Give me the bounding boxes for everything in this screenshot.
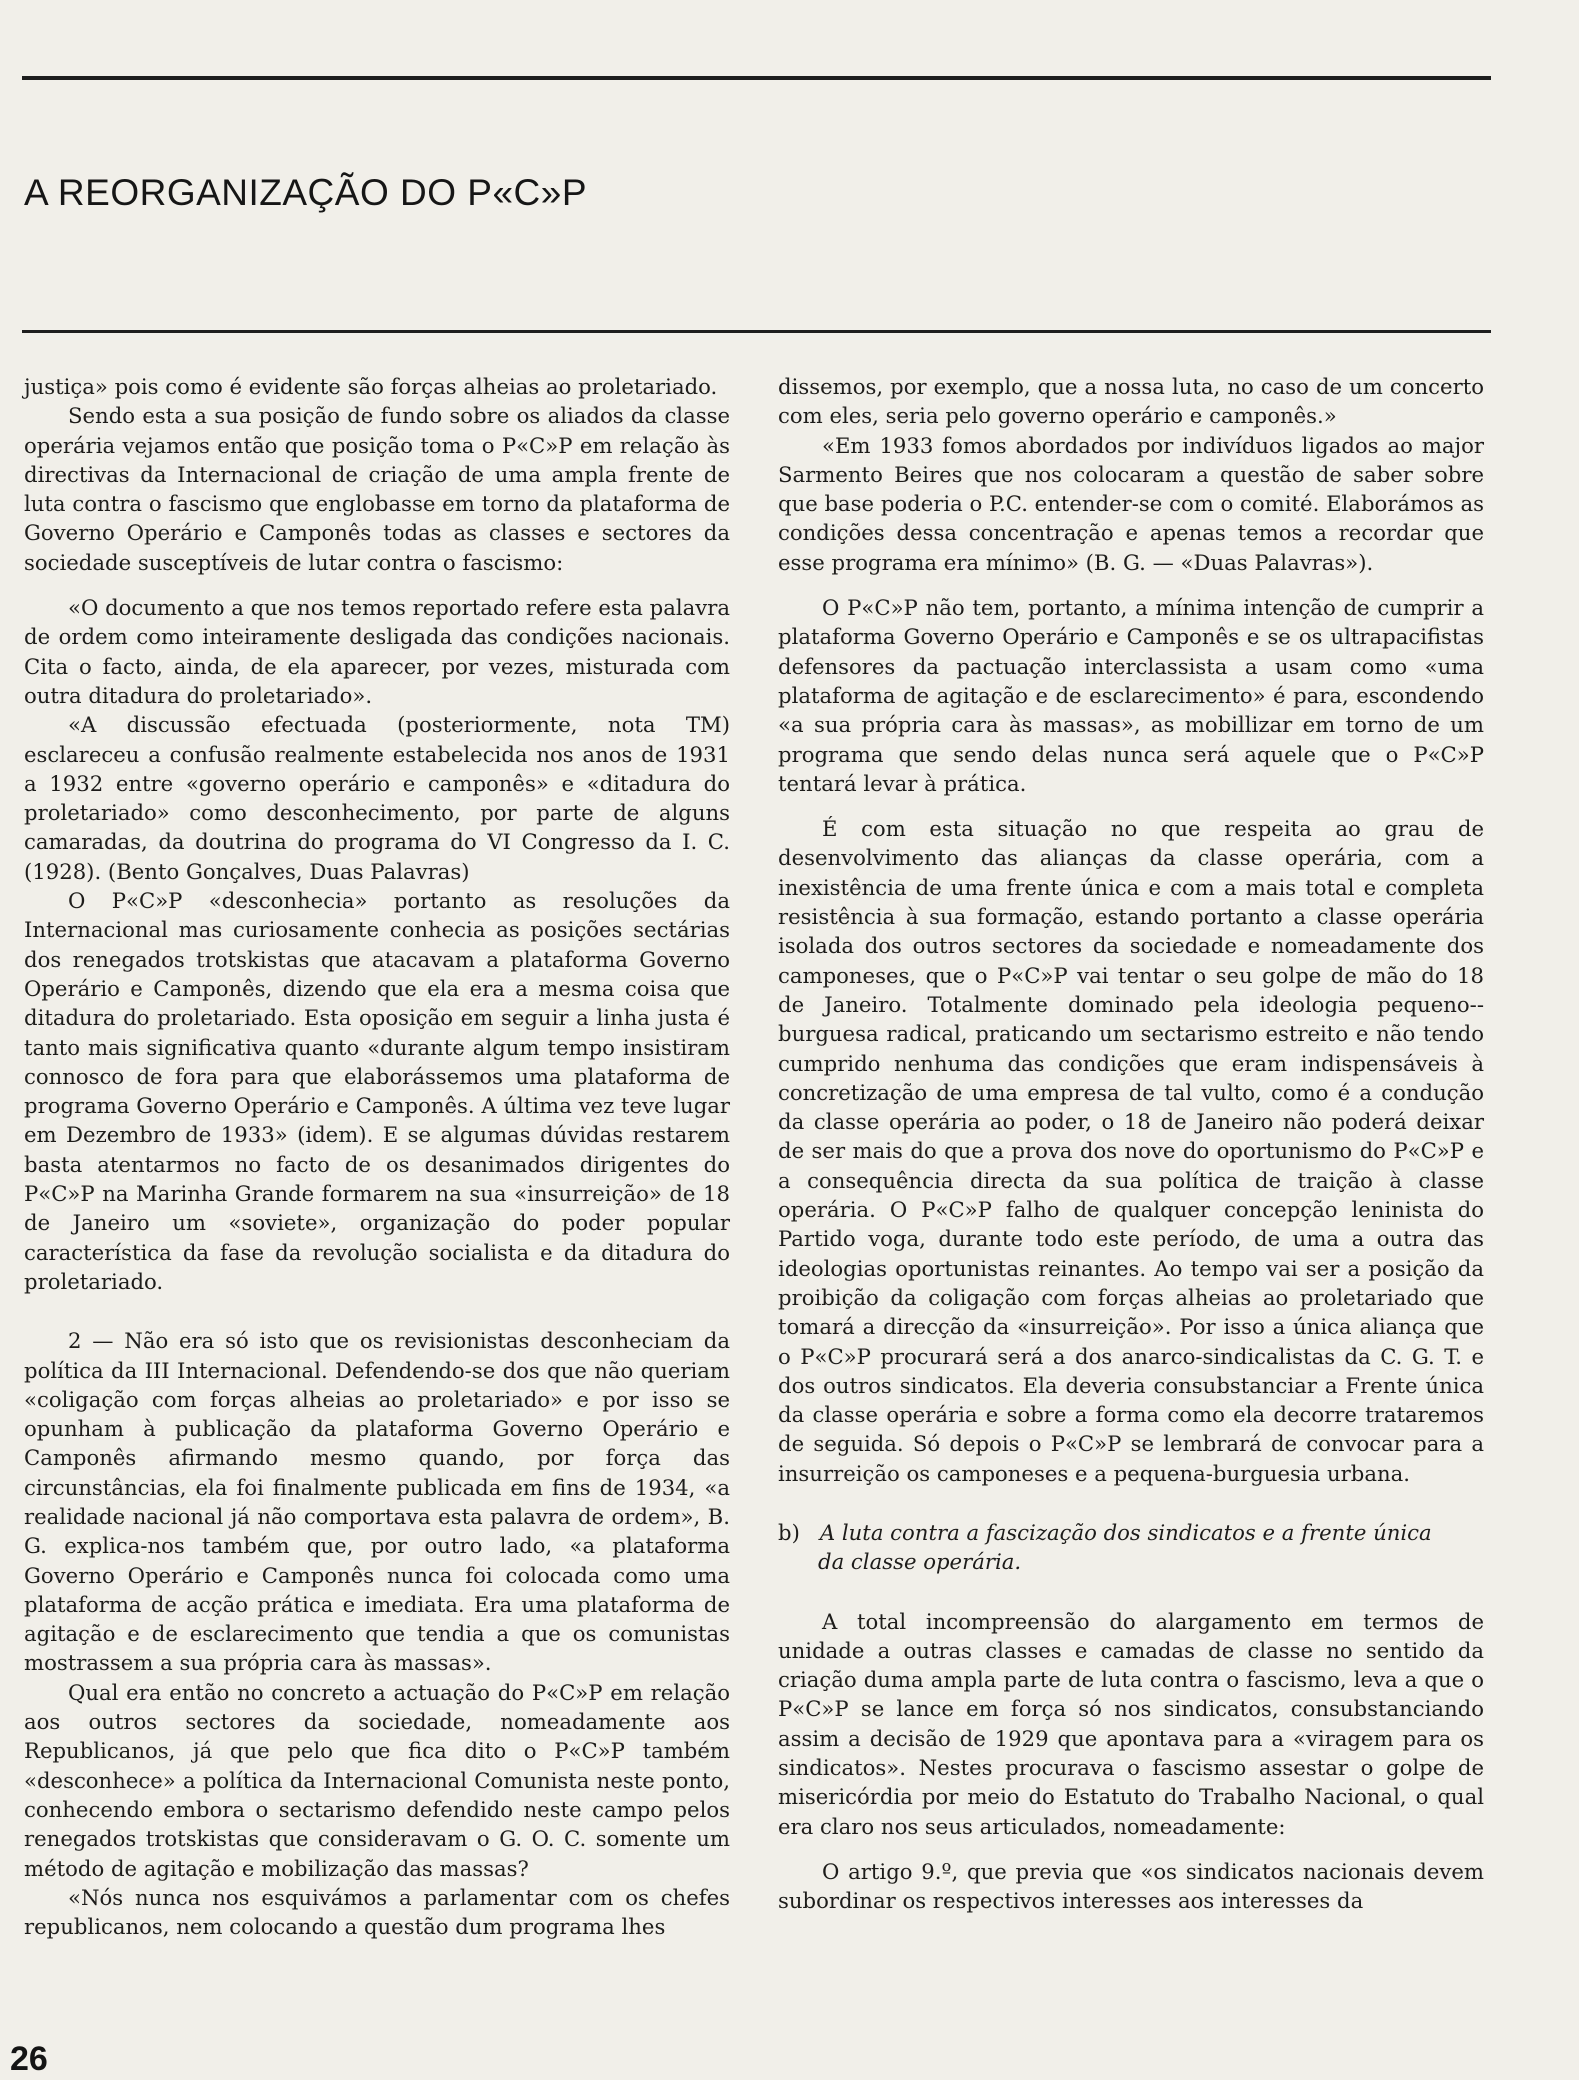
article-title: A REORGANIZAÇÃO DO P«C»P (24, 172, 588, 213)
quote-paragraph: «A discussão efectuada (posteriormente, nota TM) esclareceu a confusão realmente estabelecida nos anos de 1931 a 1932 entre «governo operário e camponês» e «ditadura do proletariado» como desconhecimento, por parte de alguns camaradas, da doutrina do programa do VI Congresso da I. C. (1928). (Bento Gonçalves, Duas Palavras) (24, 712, 730, 884)
paragraph: O P«C»P «desconhecia» portanto as resoluções da Internacional mas curiosamente conhecia as posições sectárias dos renegados trotskistas que atacavam a plataforma Governo Operário e Camponês, dizendo que ela era a mesma coisa que ditadura do proletariado. Esta oposição em seguir a linha justa é tanto mais significativa quanto «durante algum tempo insistiram connosco de fora para que elaborássemos uma plataforma de programa Governo Operário e Camponês. A última vez teve lugar em Dezembro de 1933» (idem). E se algumas dúvidas restarem basta atentarmos no facto de os desanimados dirigentes do P«C»P na Marinha Grande formarem na sua «insurreição» de 18 de Janeiro um «soviete», organização do poder popular característica da fase da revolução socialista e da ditadura do proletariado. (24, 888, 731, 1294)
paragraph: O artigo 9.º, que previa que «os sindicatos nacionais devem subordinar os respectivos interesses aos interesses da (778, 1858, 1484, 1914)
paragraph: Sendo esta a sua posição de fundo sobre os aliados da classe operária vejamos então que posição toma o P«C»P em relação às directivas da Internacional de criação de uma ampla frente de luta contra o fascismo que englobasse em torno da plataforma de Governo Operário e Camponês todas as classes e sectores da sociedade susceptíveis de lutar contra o fascismo: (24, 403, 730, 575)
quote-paragraph: «Nós nunca nos esquivámos a parlamentar com os chefes republicanos, nem colocando a questão dum programa lhes (24, 1884, 730, 1940)
paragraph: justiça» pois como é evidente são forças alheias ao proletariado. (24, 374, 718, 399)
left-column (24, 372, 730, 1941)
subheading-text-cont: da classe operária. (818, 1549, 1022, 1575)
paragraph: 2 — Não era só isto que os revisionistas desconheciam da política da III Internacional. Defendendo-se dos que não queriam «coligação com forças alheias ao proletariado» e por isso se opunham à publicação da plataforma Governo Operário e Camponês afirmando mesmo quando, por força das circunstâncias, ela foi finalmente publicada em fins de 1934, «a realidade nacional já não comportava esta palavra de ordem», B. G. explica-nos também que, por outro lado, «a plataforma Governo Operário e Camponês nunca foi colocada como uma plataforma de acção prática e imediata. Era uma plataforma de agitação e de esclarecimento que tendia a que os comunistas mostrassem a sua própria cara às massas». (24, 1328, 730, 1676)
page-number: 26 (10, 2040, 48, 2078)
subheading-text: A luta contra a fascização dos sindicatos e a frente única (819, 1519, 1432, 1545)
paragraph: A total incompreensão do alargamento em termos de unidade a outras classes e camadas de classe no sentido da criação duma ampla parte de luta contra o fascismo, leva a que o P«C»P se lance em força só nos sindicatos, consubstanciando assim a decisão de 1929 que apontava para a «viragem para os sindicatos». Nestes procurava o fascismo assestar o golpe de misericórdia por meio do Estatuto do Trabalho Nacional, o qual era claro nos seus articulados, nomeadamente: (778, 1608, 1484, 1839)
quote-paragraph: «Em 1933 fomos abordados por indivíduos ligados ao major Sarmento Beires que nos colocaram a questão de saber sobre que base poderia o P.C. entender-se com o comité. Elaborámos as condições dessa concentração e apenas temos a recordar que esse programa era mínimo» (B. G. — «Duas Palavras»). (778, 432, 1484, 575)
right-column (778, 372, 1484, 1916)
paragraph: É com esta situação no que respeita ao grau de desenvolvimento das alianças da classe operária, com a inexistência de uma frente única e com a mais total e completa resistência à sua formação, estando portanto a classe operária isolada dos outros sectores da sociedade e nomeadamente dos camponeses, que o P«C»P vai tentar o seu golpe de mão do 18 de Janeiro. Totalmente dominado pela ideologia pequeno--burguesa radical, praticando um sectarismo estreito e não tendo cumprido nenhuma das condições que eram indispensáveis à concretização de uma empresa de tal vulto, como é a condução da classe operária ao poder, o 18 de Janeiro não poderá deixar de ser mais do que a prova dos nove do oportunismo do P«C»P e a consequência directa da sua política de traição à classe operária. O P«C»P falho de qualquer concepção leninista do Partido voga, durante todo este período, de uma a outra das ideologias oportunistas reinantes. Ao tempo vai ser a posição da proibição da coligação com forças alheias ao proletariado que tomará a direcção da «insurreição». Por isso a única aliança que o P«C»P procurará será a dos anarco-sindicalistas da C. G. T. e dos outros sindicatos. Ela deveria consubstanciar a Frente única da classe operária e sobre a forma como ela decorre trataremos de seguida. Só depois o P«C»P se lembrará de convocar para a insurreição os camponeses e a pequena-burguesia urbana. (778, 816, 1484, 1486)
quote-paragraph: «O documento a que nos temos reportado refere esta palavra de ordem como inteiramente desligada das condições nacionais. Cita o facto, ainda, de ela aparecer, por vezes, misturada com outra ditadura do proletariado». (24, 595, 730, 708)
paragraph: O P«C»P não tem, portanto, a mínima intenção de cumprir a plataforma Governo Operário e Camponês e se os ultrapacifistas defensores da pactuação interclassista a usam como «uma plataforma de agitação e de esclarecimento» é para, escondendo «a sua própria cara às massas», as mobillizar em torno de um programa que sendo delas nunca será aquele que o P«C»P tentará levar à prática. (778, 595, 1484, 796)
paragraph: Qual era então no concreto a actuação do P«C»P em relação aos outros sectores da sociedade, nomeadamente aos Republicanos, já que pelo que fica dito o P«C»P também «desconhece» a política da Internacional Comunista neste ponto, conhecendo embora o sectarismo defendido neste campo pelos renegados trotskistas que consideravam o G. O. C. somente um método de agitação e mobilização das massas? (24, 1679, 730, 1881)
section-subheading (778, 1518, 1484, 1577)
top-rule (22, 76, 1491, 80)
paragraph: dissemos, por exemplo, que a nossa luta, no caso de um concerto com eles, seria pelo governo operário e camponês.» (778, 374, 1484, 429)
subheading-label: b) (778, 1519, 800, 1545)
title-rule (22, 330, 1491, 333)
